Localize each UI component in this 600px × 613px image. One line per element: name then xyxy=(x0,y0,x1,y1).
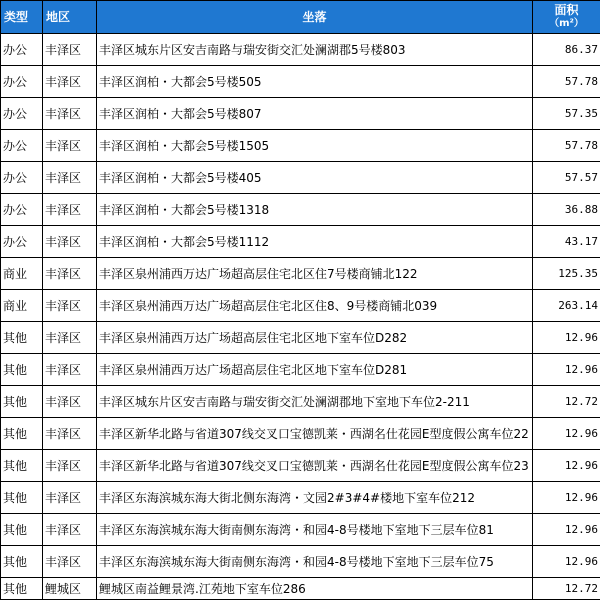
table-row xyxy=(1,34,600,66)
cell-location: 丰泽区泉州浦西万达广场超高层住宅北区地下室车位D282 xyxy=(97,322,533,354)
cell-district: 丰泽区 xyxy=(43,386,97,418)
cell-location: 丰泽区泉州浦西万达广场超高层住宅北区住7号楼商铺北122 xyxy=(97,258,533,290)
cell-area: 86.37 xyxy=(533,34,600,66)
cell-type: 其他 xyxy=(1,450,43,482)
cell-type: 办公 xyxy=(1,66,43,98)
table-row xyxy=(1,322,600,354)
cell-area: 12.96 xyxy=(533,450,600,482)
cell-location: 丰泽区东海滨城东海大街南侧东海湾・和园4-8号楼地下室地下三层车位81 xyxy=(97,514,533,546)
table-row xyxy=(1,98,600,130)
cell-type: 其他 xyxy=(1,322,43,354)
table-row xyxy=(1,130,600,162)
cell-district: 丰泽区 xyxy=(43,322,97,354)
table-row xyxy=(1,66,600,98)
cell-district: 丰泽区 xyxy=(43,66,97,98)
table-row xyxy=(1,546,600,578)
cell-area: 12.96 xyxy=(533,482,600,514)
cell-district: 丰泽区 xyxy=(43,34,97,66)
cell-district: 丰泽区 xyxy=(43,258,97,290)
header-location: 坐落 xyxy=(97,1,533,34)
header-type: 类型 xyxy=(1,1,43,34)
cell-area: 57.57 xyxy=(533,162,600,194)
cell-district: 丰泽区 xyxy=(43,354,97,386)
cell-location: 丰泽区润柏・大都会5号楼1318 xyxy=(97,194,533,226)
table-row xyxy=(1,578,600,600)
cell-type: 其他 xyxy=(1,482,43,514)
cell-type: 办公 xyxy=(1,162,43,194)
cell-area: 12.96 xyxy=(533,418,600,450)
cell-type: 办公 xyxy=(1,226,43,258)
cell-area: 263.14 xyxy=(533,290,600,322)
cell-district: 丰泽区 xyxy=(43,226,97,258)
cell-type: 其他 xyxy=(1,386,43,418)
cell-type: 商业 xyxy=(1,290,43,322)
cell-district: 丰泽区 xyxy=(43,290,97,322)
cell-area: 12.96 xyxy=(533,546,600,578)
cell-type: 办公 xyxy=(1,34,43,66)
cell-area: 125.35 xyxy=(533,258,600,290)
cell-district: 丰泽区 xyxy=(43,162,97,194)
cell-type: 其他 xyxy=(1,514,43,546)
cell-district: 丰泽区 xyxy=(43,98,97,130)
table-row xyxy=(1,162,600,194)
cell-district: 丰泽区 xyxy=(43,514,97,546)
table-row xyxy=(1,514,600,546)
cell-location: 丰泽区泉州浦西万达广场超高层住宅北区住8、9号楼商铺北039 xyxy=(97,290,533,322)
cell-location: 鲤城区南益鲤景湾.江苑地下室车位286 xyxy=(97,578,533,600)
cell-location: 丰泽区润柏・大都会5号楼807 xyxy=(97,98,533,130)
cell-area: 12.96 xyxy=(533,322,600,354)
table-row xyxy=(1,418,600,450)
cell-type: 办公 xyxy=(1,130,43,162)
cell-area: 12.96 xyxy=(533,354,600,386)
cell-type: 其他 xyxy=(1,418,43,450)
table-row xyxy=(1,450,600,482)
cell-type: 办公 xyxy=(1,98,43,130)
cell-type: 其他 xyxy=(1,578,43,600)
cell-location: 丰泽区润柏・大都会5号楼505 xyxy=(97,66,533,98)
cell-type: 其他 xyxy=(1,354,43,386)
cell-location: 丰泽区东海滨城东海大街南侧东海湾・和园4-8号楼地下室地下三层车位75 xyxy=(97,546,533,578)
cell-location: 丰泽区新华北路与省道307线交叉口宝德凯莱・西湖名仕花园E型度假公寓车位22 xyxy=(97,418,533,450)
cell-location: 丰泽区润柏・大都会5号楼405 xyxy=(97,162,533,194)
cell-district: 丰泽区 xyxy=(43,194,97,226)
cell-location: 丰泽区东海滨城东海大街北侧东海湾・文园2#3#4#楼地下室车位212 xyxy=(97,482,533,514)
cell-type: 商业 xyxy=(1,258,43,290)
table-row xyxy=(1,482,600,514)
cell-area: 12.96 xyxy=(533,514,600,546)
cell-location: 丰泽区润柏・大都会5号楼1505 xyxy=(97,130,533,162)
table-row xyxy=(1,194,600,226)
header-area xyxy=(533,1,600,34)
table-row xyxy=(1,354,600,386)
cell-area: 12.72 xyxy=(533,578,600,600)
cell-type: 办公 xyxy=(1,194,43,226)
cell-location: 丰泽区新华北路与省道307线交叉口宝德凯莱・西湖名仕花园E型度假公寓车位23 xyxy=(97,450,533,482)
cell-district: 丰泽区 xyxy=(43,482,97,514)
cell-location: 丰泽区城东片区安吉南路与瑞安街交汇处澜湖郡地下室地下车位2-211 xyxy=(97,386,533,418)
cell-location: 丰泽区润柏・大都会5号楼1112 xyxy=(97,226,533,258)
header-row xyxy=(1,1,600,34)
cell-area: 36.88 xyxy=(533,194,600,226)
table-row xyxy=(1,290,600,322)
cell-area: 57.78 xyxy=(533,130,600,162)
header-area-unit: （m²） xyxy=(549,18,584,29)
cell-district: 鲤城区 xyxy=(43,578,97,600)
cell-type: 其他 xyxy=(1,546,43,578)
header-area-label: 面积 xyxy=(554,3,579,17)
cell-area: 57.35 xyxy=(533,98,600,130)
cell-district: 丰泽区 xyxy=(43,418,97,450)
cell-location: 丰泽区泉州浦西万达广场超高层住宅北区地下室车位D281 xyxy=(97,354,533,386)
table-row xyxy=(1,258,600,290)
cell-district: 丰泽区 xyxy=(43,130,97,162)
cell-area: 43.17 xyxy=(533,226,600,258)
cell-district: 丰泽区 xyxy=(43,546,97,578)
cell-district: 丰泽区 xyxy=(43,450,97,482)
header-district: 地区 xyxy=(43,1,97,34)
cell-area: 12.72 xyxy=(533,386,600,418)
cell-location: 丰泽区城东片区安吉南路与瑞安街交汇处澜湖郡5号楼803 xyxy=(97,34,533,66)
cell-area: 57.78 xyxy=(533,66,600,98)
table-row xyxy=(1,386,600,418)
table-row xyxy=(1,226,600,258)
